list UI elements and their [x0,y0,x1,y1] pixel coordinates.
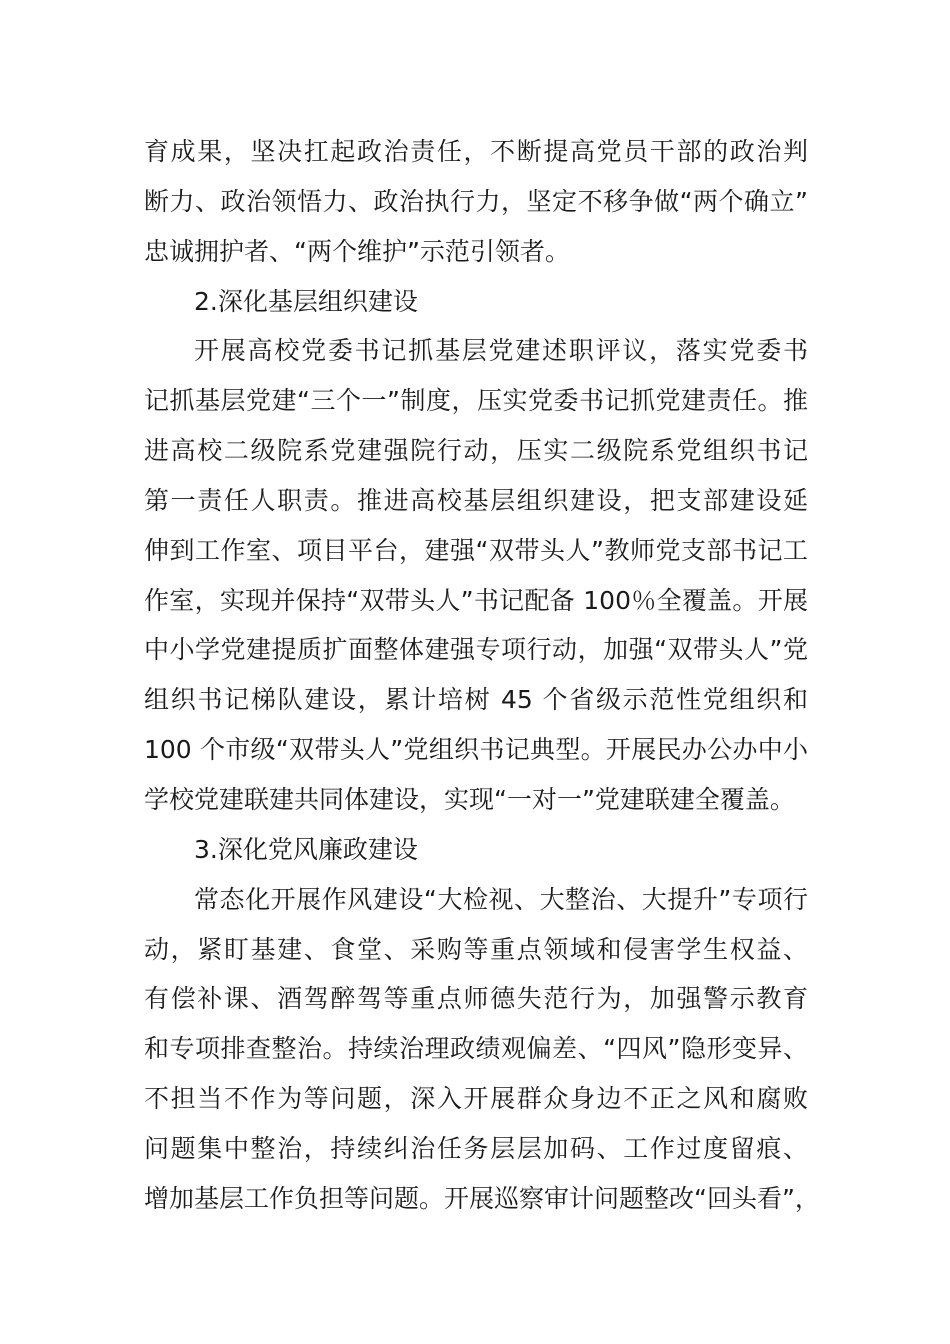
paragraph-line: 增加基层工作负担等问题。开展巡察审计问题整改“回头看”， [144,1183,820,1213]
paragraph-line: 中小学党建提质扩面整体建强专项行动，加强“双带头人”党 [144,635,808,665]
paragraph-line: 和专项排查整治。持续治理政绩观偏差、“四风”隐形变异、 [144,1034,808,1064]
section-heading-3: 3.深化党风廉政建设 [194,834,418,864]
paragraph-line: 进高校二级院系党建强院行动，压实二级院系党组织书记 [144,436,808,466]
paragraph-line: 问题集中整治，持续纠治任务层层加码、工作过度留痕、 [144,1133,808,1163]
paragraph-line: 忠诚拥护者、“两个维护”示范引领者。 [144,236,570,266]
section-heading-2: 2.深化基层组织建设 [194,286,418,316]
paragraph-line: 组织书记梯队建设，累计培树 45 个省级示范性党组织和 [144,685,808,715]
paragraph-line: 动，紧盯基建、食堂、采购等重点领域和侵害学生权益、 [144,934,808,964]
paragraph-line: 学校党建联建共同体建设，实现“一对一”党建联建全覆盖。 [144,784,795,814]
paragraph-line: 记抓基层党建“三个一”制度，压实党委书记抓党建责任。推 [144,386,808,416]
paragraph-line: 开展高校党委书记抓基层党建述职评议，落实党委书 [194,336,808,366]
paragraph-line: 作室，实现并保持“双带头人”书记配备 100％全覆盖。开展 [144,585,808,615]
paragraph-line: 第一责任人职责。推进高校基层组织建设，把支部建设延 [144,485,808,515]
paragraph-line: 伸到工作室、项目平台，建强“双带头人”教师党支部书记工 [144,535,808,565]
paragraph-line: 断力、政治领悟力、政治执行力，坚定不移争做“两个确立” [144,186,808,216]
paragraph-line: 不担当不作为等问题，深入开展群众身边不正之风和腐败 [144,1084,808,1114]
paragraph-line: 育成果，坚决扛起政治责任，不断提高党员干部的政治判 [144,137,808,166]
paragraph-line: 100 个市级“双带头人”党组织书记典型。开展民办公办中小 [144,735,808,765]
paragraph-line: 常态化开展作风建设“大检视、大整治、大提升”专项行 [194,884,808,914]
paragraph-line: 有偿补课、酒驾醉驾等重点师德失范行为，加强警示教育 [144,984,808,1014]
body-text [144,127,820,1224]
